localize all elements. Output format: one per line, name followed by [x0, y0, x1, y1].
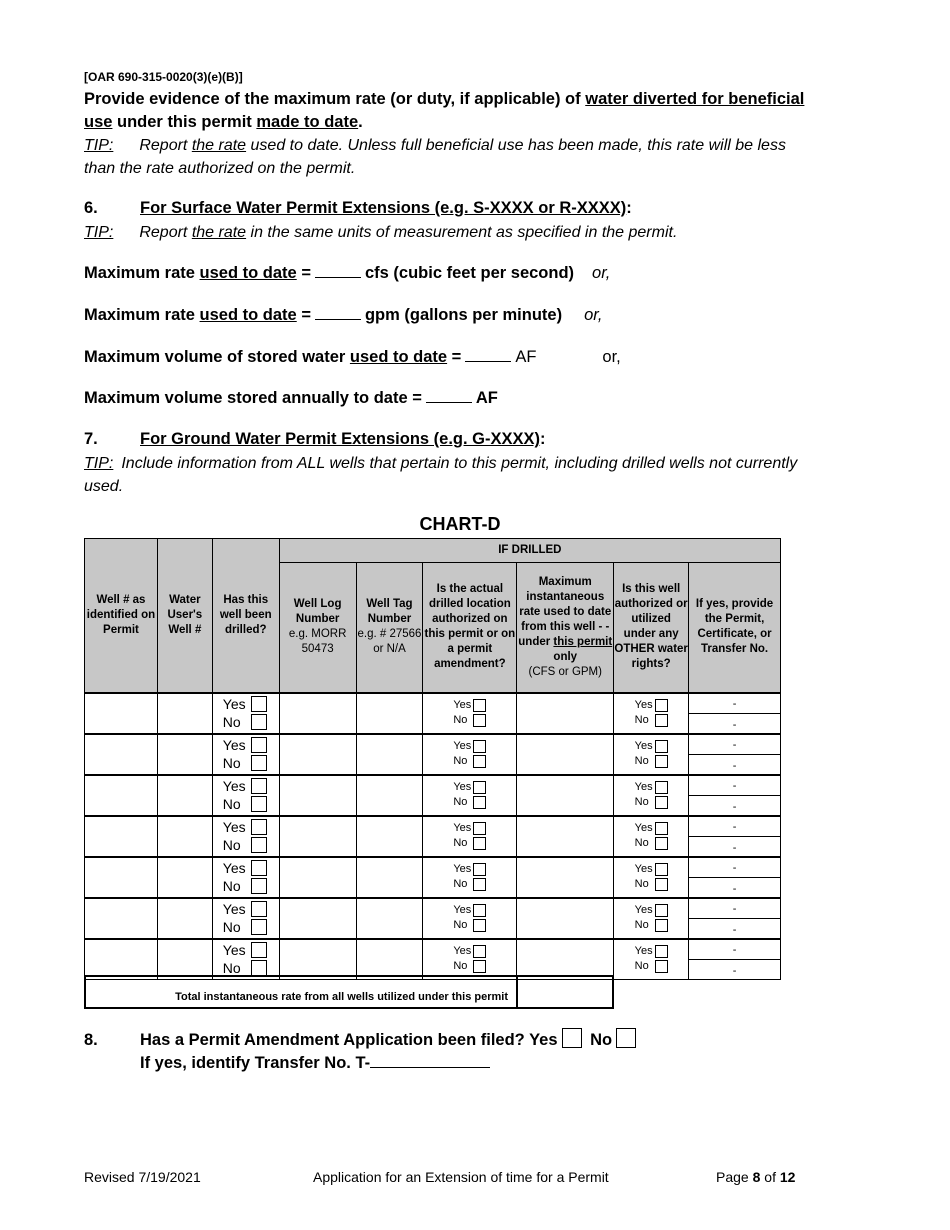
- no-checkbox[interactable]: [655, 796, 668, 809]
- actual-location-cell: [423, 816, 517, 857]
- other-rights-cell: [614, 898, 689, 939]
- header-actual-location: Is the actual drilled location authorized on this permit or on a permit amendment?: [423, 563, 517, 693]
- drilled-cell: [212, 816, 279, 857]
- max-rate-cell[interactable]: [517, 816, 614, 857]
- no-label: No: [453, 960, 468, 972]
- stored-volume-field[interactable]: [465, 347, 511, 362]
- no-checkbox[interactable]: [473, 755, 486, 768]
- actual-location-cell: [423, 734, 517, 775]
- well-log-cell[interactable]: [279, 816, 356, 857]
- max-rate-cell[interactable]: [517, 857, 614, 898]
- other-rights-cell: [614, 857, 689, 898]
- permit-number-field[interactable]: -: [732, 882, 737, 895]
- header-other-rights: Is this well authorized or utilized under any OTHER water rights?: [614, 563, 689, 693]
- actual-location-cell: [423, 857, 517, 898]
- yes-checkbox[interactable]: [251, 860, 267, 876]
- yes-label: Yes: [634, 904, 653, 916]
- yes-checkbox[interactable]: [473, 699, 486, 712]
- yes-label: Yes: [634, 863, 653, 875]
- no-checkbox[interactable]: [251, 960, 267, 976]
- no-checkbox[interactable]: [251, 837, 267, 853]
- no-checkbox[interactable]: [251, 919, 267, 935]
- if-yes-cell: [689, 775, 781, 816]
- section-6-tip: TIP: Report the rate in the same units of measurement as specified in the permit.: [84, 224, 678, 241]
- yes-checkbox[interactable]: [251, 901, 267, 917]
- drilled-cell: [212, 857, 279, 898]
- lead-instruction: Provide evidence of the maximum rate (or duty, if applicable) of water diverted for beneficial use under this permit made to date.: [84, 90, 805, 131]
- yes-label: Yes: [453, 863, 472, 875]
- section-7-heading: 7. For Ground Water Permit Extensions (e.g. G-XXXX):: [84, 430, 546, 448]
- no-checkbox[interactable]: [655, 878, 668, 891]
- no-checkbox[interactable]: [473, 714, 486, 727]
- well-tag-cell[interactable]: [356, 734, 423, 775]
- no-label: No: [222, 918, 241, 935]
- if-yes-cell: [689, 898, 781, 939]
- permit-number-field[interactable]: -: [732, 923, 737, 936]
- no-label: No: [222, 877, 241, 894]
- well-permit-cell[interactable]: [85, 939, 158, 980]
- actual-location-cell: [423, 693, 517, 734]
- if-yes-cell: [689, 816, 781, 857]
- no-label: No: [453, 755, 468, 767]
- permit-number-field[interactable]: -: [689, 899, 780, 919]
- no-label: No: [634, 960, 649, 972]
- permit-number-field[interactable]: -: [689, 817, 780, 837]
- section-6-heading: 6. For Surface Water Permit Extensions (e.g. S-XXXX or R-XXXX):: [84, 199, 632, 217]
- drilled-cell: [212, 693, 279, 734]
- no-checkbox[interactable]: [473, 960, 486, 973]
- max-rate-cell[interactable]: [517, 775, 614, 816]
- yes-checkbox[interactable]: [655, 740, 668, 753]
- yes-label: Yes: [453, 699, 472, 711]
- yes-label: Yes: [453, 904, 472, 916]
- no-checkbox[interactable]: [655, 714, 668, 727]
- yes-label: Yes: [634, 945, 653, 957]
- annual-volume-field[interactable]: [426, 388, 472, 403]
- header-drilled: Has this well been drilled?: [212, 539, 279, 693]
- no-checkbox[interactable]: [473, 878, 486, 891]
- table-row: [85, 898, 781, 939]
- max-rate-cell[interactable]: [517, 734, 614, 775]
- well-tag-cell[interactable]: [356, 693, 423, 734]
- user-well-cell[interactable]: [157, 898, 212, 939]
- well-permit-cell[interactable]: [85, 775, 158, 816]
- no-label: No: [222, 754, 241, 771]
- well-log-cell[interactable]: [279, 939, 356, 980]
- permit-number-field[interactable]: -: [732, 718, 737, 731]
- permit-number-field[interactable]: -: [732, 841, 737, 854]
- rate-cfs-field[interactable]: [315, 263, 361, 278]
- well-permit-cell[interactable]: [85, 734, 158, 775]
- well-tag-cell[interactable]: [356, 857, 423, 898]
- well-tag-cell[interactable]: [356, 775, 423, 816]
- yes-checkbox[interactable]: [473, 740, 486, 753]
- no-checkbox[interactable]: [655, 755, 668, 768]
- transfer-number-field[interactable]: [370, 1067, 490, 1068]
- footer-page: Page 8 of 12: [716, 1169, 796, 1185]
- user-well-cell[interactable]: [157, 734, 212, 775]
- well-log-cell[interactable]: [279, 775, 356, 816]
- user-well-cell[interactable]: [157, 857, 212, 898]
- yes-checkbox[interactable]: [473, 945, 486, 958]
- tip-rate-used: TIP: Report the rate used to date. Unless full beneficial use has been made, this rate will be less than the rate authorized on the permit.: [84, 137, 786, 177]
- yes-checkbox[interactable]: [655, 863, 668, 876]
- rate-cfs-line: Maximum rate used to date = cfs (cubic feet per second) or,: [84, 264, 611, 282]
- yes-label: Yes: [222, 736, 246, 753]
- header-if-drilled: IF DRILLED: [279, 539, 780, 563]
- footer-revised: Revised 7/19/2021: [84, 1169, 201, 1185]
- well-tag-cell[interactable]: [356, 898, 423, 939]
- yes-label: Yes: [634, 781, 653, 793]
- permit-number-field[interactable]: -: [732, 759, 737, 772]
- well-permit-cell[interactable]: [85, 857, 158, 898]
- max-rate-cell[interactable]: [517, 898, 614, 939]
- no-checkbox[interactable]: [655, 919, 668, 932]
- user-well-cell[interactable]: [157, 816, 212, 857]
- no-label: No: [222, 836, 241, 853]
- table-row: [85, 939, 781, 980]
- no-label: No: [453, 878, 468, 890]
- footer-title: Application for an Extension of time for a Permit: [313, 1169, 609, 1185]
- yes-checkbox[interactable]: [251, 819, 267, 835]
- yes-label: Yes: [222, 818, 246, 835]
- other-rights-cell: [614, 816, 689, 857]
- permit-number-field[interactable]: -: [732, 800, 737, 813]
- yes-checkbox[interactable]: [251, 942, 267, 958]
- permit-number-field[interactable]: -: [689, 735, 780, 755]
- yes-label: Yes: [222, 900, 246, 917]
- table-row: [85, 857, 781, 898]
- no-checkbox[interactable]: [251, 796, 267, 812]
- rate-gpm-line: Maximum rate used to date = gpm (gallons per minute) or,: [84, 306, 603, 324]
- yes-label: Yes: [634, 699, 653, 711]
- yes-checkbox[interactable]: [655, 699, 668, 712]
- yes-label: Yes: [453, 822, 472, 834]
- yes-label: Yes: [222, 859, 246, 876]
- yes-label: Yes: [453, 740, 472, 752]
- user-well-cell[interactable]: [157, 939, 212, 980]
- actual-location-cell: [423, 775, 517, 816]
- no-label: No: [634, 878, 649, 890]
- no-checkbox[interactable]: [251, 714, 267, 730]
- no-checkbox[interactable]: [655, 837, 668, 850]
- no-label: No: [453, 919, 468, 931]
- stored-volume-line: Maximum volume of stored water used to date = AF or,: [84, 348, 621, 366]
- if-yes-cell: [689, 939, 781, 980]
- yes-label: Yes: [453, 781, 472, 793]
- rate-gpm-field[interactable]: [315, 305, 361, 320]
- yes-checkbox[interactable]: [473, 781, 486, 794]
- no-label: No: [453, 796, 468, 808]
- user-well-cell[interactable]: [157, 775, 212, 816]
- well-tag-cell[interactable]: [356, 939, 423, 980]
- total-rate-field[interactable]: [516, 975, 614, 1009]
- table-row: [85, 816, 781, 857]
- section-8: 8. Has a Permit Amendment Application been filed? Yes No If yes, identify Transfer No. T-: [84, 1028, 640, 1075]
- permit-number-field[interactable]: -: [732, 964, 737, 977]
- yes-checkbox[interactable]: [251, 696, 267, 712]
- yes-checkbox[interactable]: [655, 904, 668, 917]
- no-checkbox[interactable]: [473, 837, 486, 850]
- drilled-cell: [212, 775, 279, 816]
- table-row: [85, 775, 781, 816]
- table-row: [85, 693, 781, 734]
- annual-volume-line: Maximum volume stored annually to date = AF: [84, 389, 498, 407]
- yes-label: Yes: [222, 777, 246, 794]
- header-user-well: Water User's Well #: [157, 539, 212, 693]
- permit-number-field[interactable]: -: [689, 776, 780, 796]
- no-label: No: [634, 796, 649, 808]
- well-permit-cell[interactable]: [85, 693, 158, 734]
- no-checkbox[interactable]: [473, 796, 486, 809]
- header-if-yes: If yes, provide the Permit, Certificate, or Transfer No.: [689, 563, 781, 693]
- yes-label: Yes: [222, 941, 246, 958]
- yes-checkbox[interactable]: [655, 945, 668, 958]
- no-checkbox[interactable]: [251, 878, 267, 894]
- no-label: No: [222, 959, 241, 976]
- total-rate-label-box: Total instantaneous rate from all wells utilized under this permit: [84, 975, 518, 1009]
- if-yes-cell: [689, 734, 781, 775]
- permit-number-field[interactable]: -: [689, 940, 780, 960]
- drilled-cell: [212, 939, 279, 980]
- well-log-cell[interactable]: [279, 857, 356, 898]
- yes-checkbox[interactable]: [251, 778, 267, 794]
- amendment-yes-checkbox[interactable]: [562, 1028, 582, 1048]
- well-log-cell[interactable]: [279, 734, 356, 775]
- no-label: No: [453, 837, 468, 849]
- yes-label: Yes: [634, 740, 653, 752]
- amendment-no-checkbox[interactable]: [616, 1028, 636, 1048]
- drilled-cell: [212, 734, 279, 775]
- table-row: [85, 734, 781, 775]
- yes-checkbox[interactable]: [655, 781, 668, 794]
- header-well-tag: Well Tag Number e.g. # 27566 or N/A: [356, 563, 423, 693]
- other-rights-cell: [614, 693, 689, 734]
- header-well-log: Well Log Number e.g. MORR 50473: [279, 563, 356, 693]
- no-checkbox[interactable]: [655, 960, 668, 973]
- chart-title: CHART-D: [419, 514, 501, 534]
- yes-checkbox[interactable]: [473, 822, 486, 835]
- if-yes-cell: [689, 857, 781, 898]
- oar-reference: [OAR 690-315-0020(3)(e)(B)]: [84, 70, 243, 84]
- header-max-rate: Maximum instantaneous rate used to date from this well - - under this permit only (CFS or GPM): [517, 563, 614, 693]
- yes-checkbox[interactable]: [473, 863, 486, 876]
- no-label: No: [222, 713, 241, 730]
- permit-number-field[interactable]: -: [689, 694, 780, 714]
- max-rate-cell[interactable]: [517, 939, 614, 980]
- no-label: No: [453, 714, 468, 726]
- header-well-permit: Well # as identified on Permit: [85, 539, 158, 693]
- well-permit-cell[interactable]: [85, 898, 158, 939]
- user-well-cell[interactable]: [157, 693, 212, 734]
- yes-label: Yes: [634, 822, 653, 834]
- no-checkbox[interactable]: [251, 755, 267, 771]
- other-rights-cell: [614, 939, 689, 980]
- max-rate-cell[interactable]: [517, 693, 614, 734]
- yes-label: Yes: [453, 945, 472, 957]
- no-label: No: [634, 755, 649, 767]
- drilled-cell: [212, 898, 279, 939]
- permit-number-field[interactable]: -: [689, 858, 780, 878]
- chart-d-table: [84, 538, 781, 980]
- section-7-tip: TIP: Include information from ALL wells that pertain to this permit, including drilled wells not currently used.: [84, 455, 798, 495]
- no-label: No: [634, 919, 649, 931]
- if-yes-cell: [689, 693, 781, 734]
- other-rights-cell: [614, 775, 689, 816]
- yes-label: Yes: [222, 695, 246, 712]
- actual-location-cell: [423, 898, 517, 939]
- no-label: No: [634, 837, 649, 849]
- yes-checkbox[interactable]: [251, 737, 267, 753]
- well-permit-cell[interactable]: [85, 816, 158, 857]
- well-tag-cell[interactable]: [356, 816, 423, 857]
- no-checkbox[interactable]: [473, 919, 486, 932]
- yes-checkbox[interactable]: [473, 904, 486, 917]
- well-log-cell[interactable]: [279, 693, 356, 734]
- no-label: No: [222, 795, 241, 812]
- actual-location-cell: [423, 939, 517, 980]
- well-log-cell[interactable]: [279, 898, 356, 939]
- other-rights-cell: [614, 734, 689, 775]
- no-label: No: [634, 714, 649, 726]
- yes-checkbox[interactable]: [655, 822, 668, 835]
